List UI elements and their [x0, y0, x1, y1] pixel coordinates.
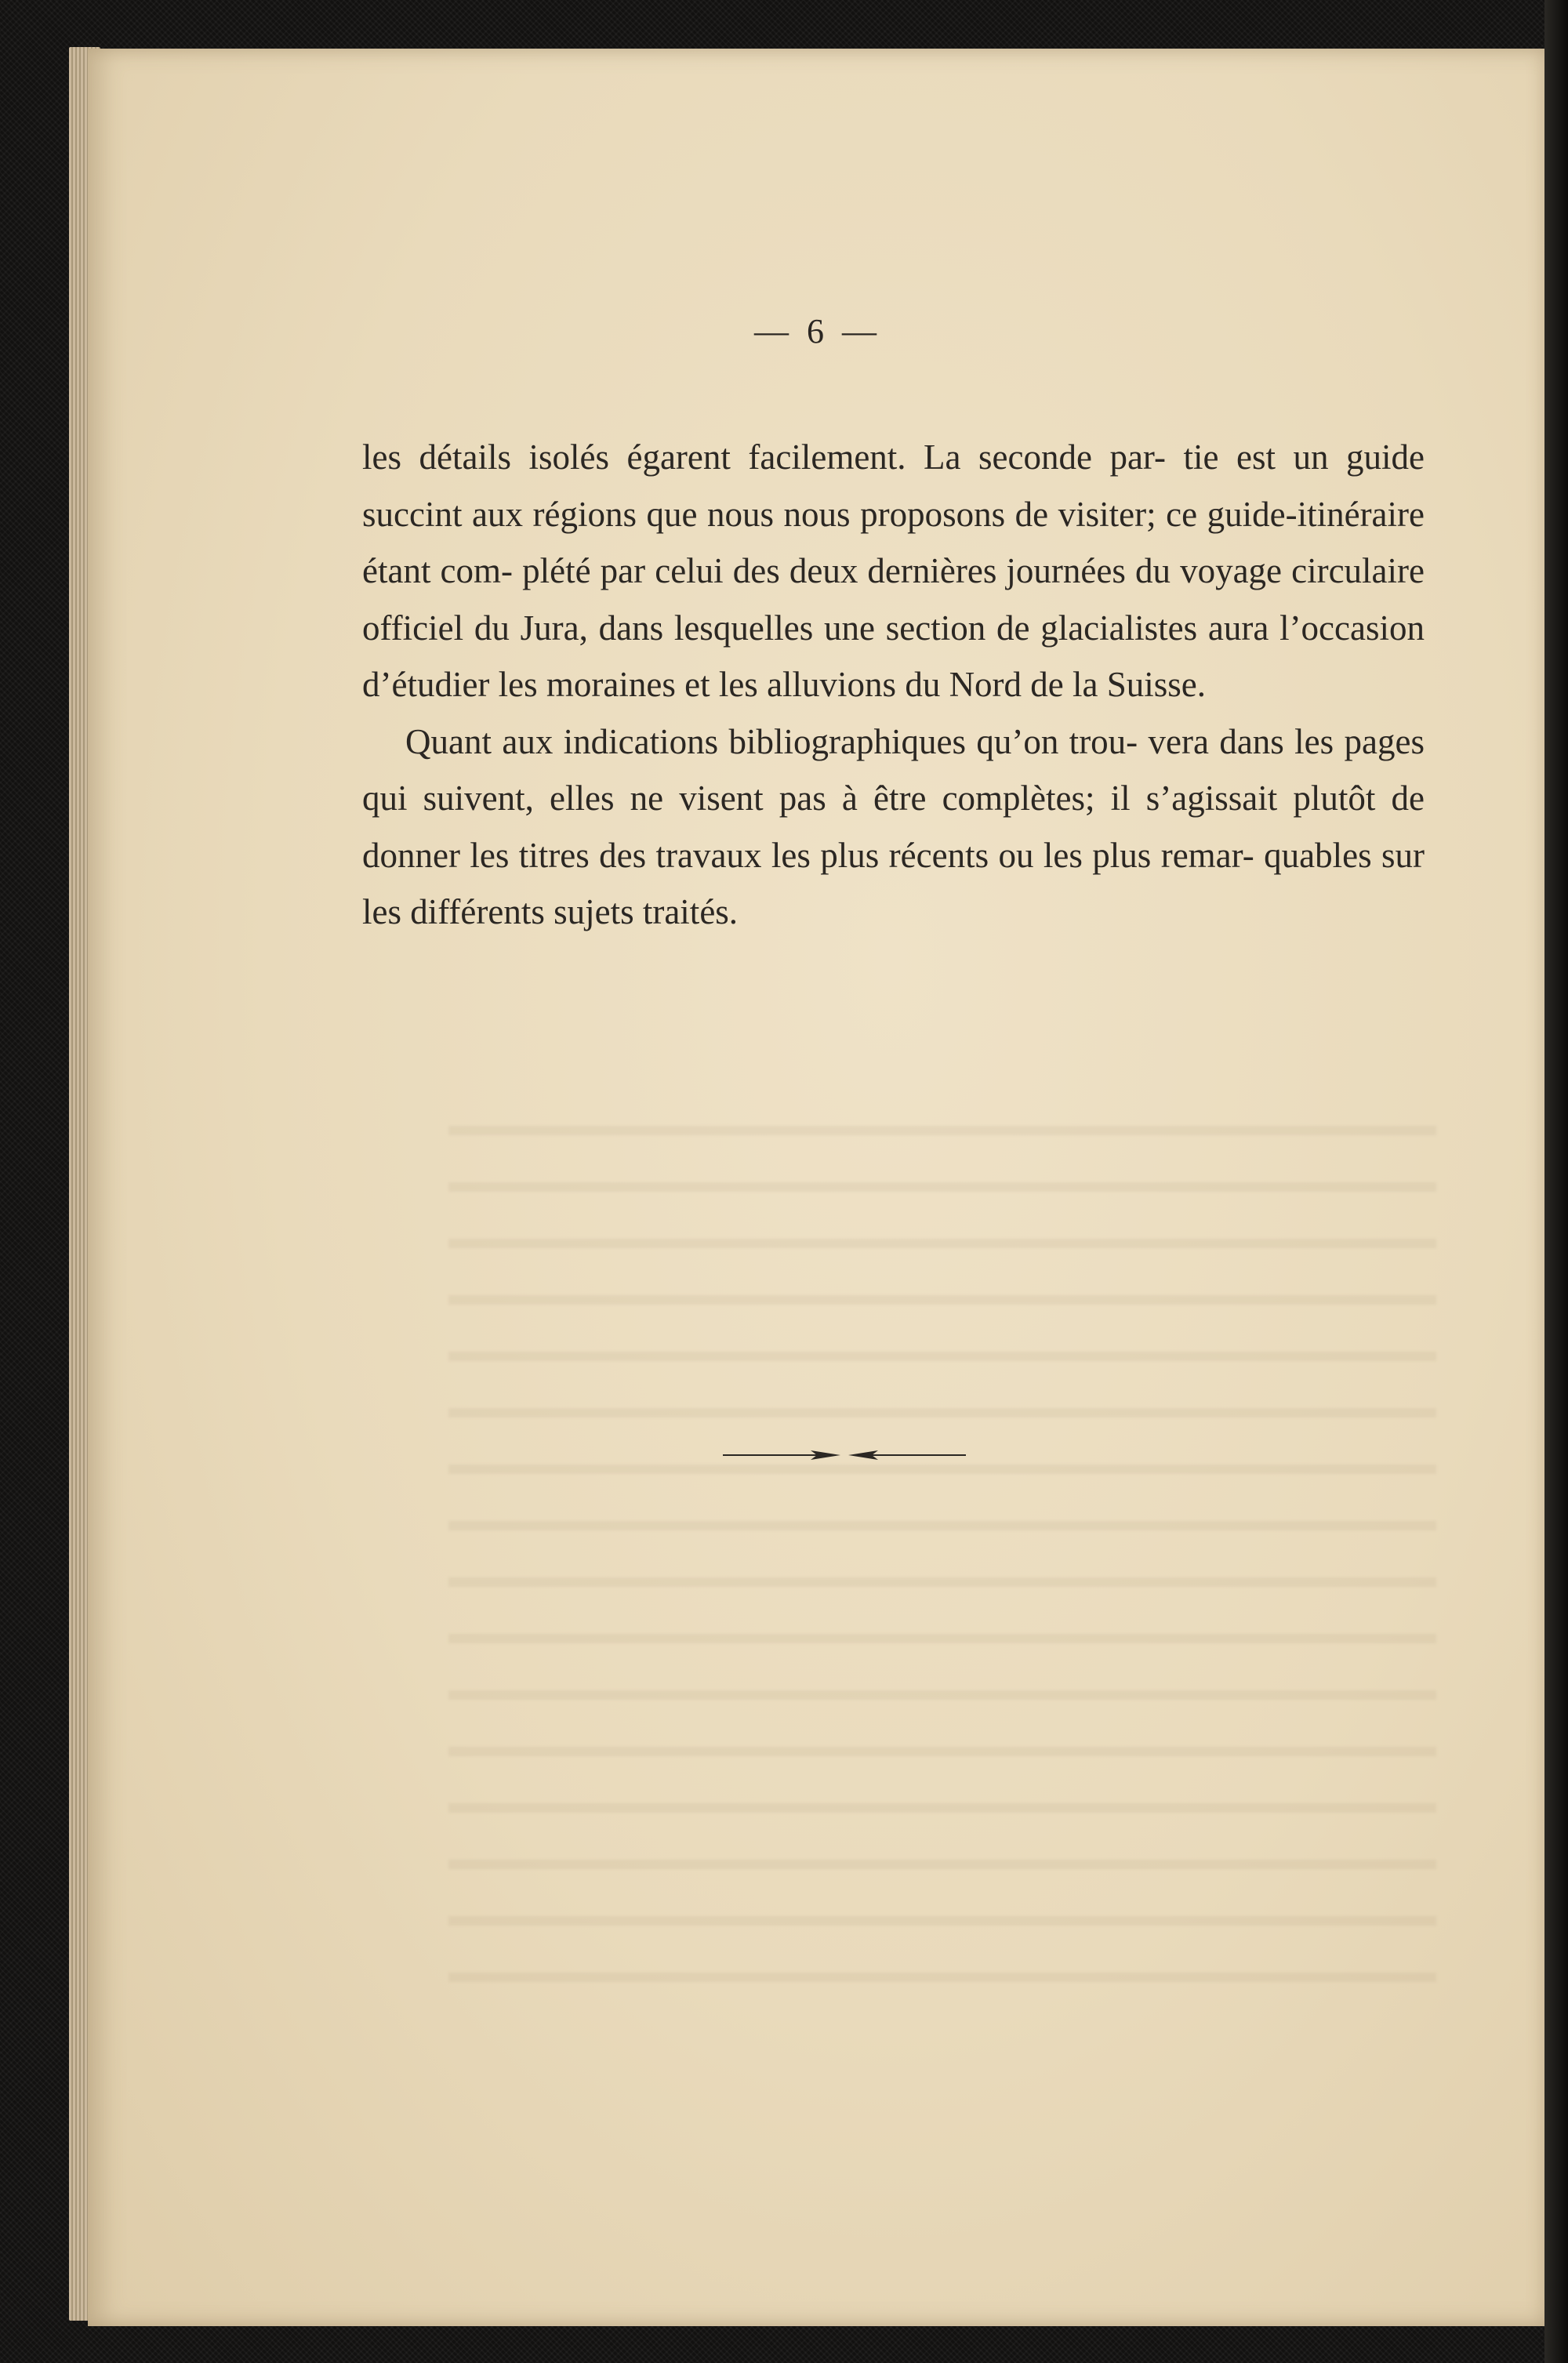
binding-gutter [1544, 0, 1568, 2363]
show-through-text [448, 1099, 1436, 1985]
paragraph-2: Quant aux indications bibliographiques qu’on trou- vera dans les pages qui suivent, elles ne visent pas à être complètes; il s’agissait plutôt de donner les titres des travaux les plus récents ou les plus remar- quables sur les différents sujets traités. [362, 721, 1425, 931]
page-sheet [88, 49, 1548, 2326]
paragraph-1: les détails isolés égarent facilement. La seconde par- tie est un guide succint aux régions que nous nous proposons de visiter; ce guide-itinéraire étant com- plété par celui des deux dernières journées du voyage circulaire officiel du Jura, dans lesquelles une section de glacialistes aura l’occasion d’étudier les moraines et les alluvions du Nord de la Suisse. [362, 437, 1425, 704]
double-arrow-fleuron-icon [723, 1446, 966, 1465]
body-text [362, 429, 1425, 941]
page-number: — 6 — [754, 312, 881, 350]
